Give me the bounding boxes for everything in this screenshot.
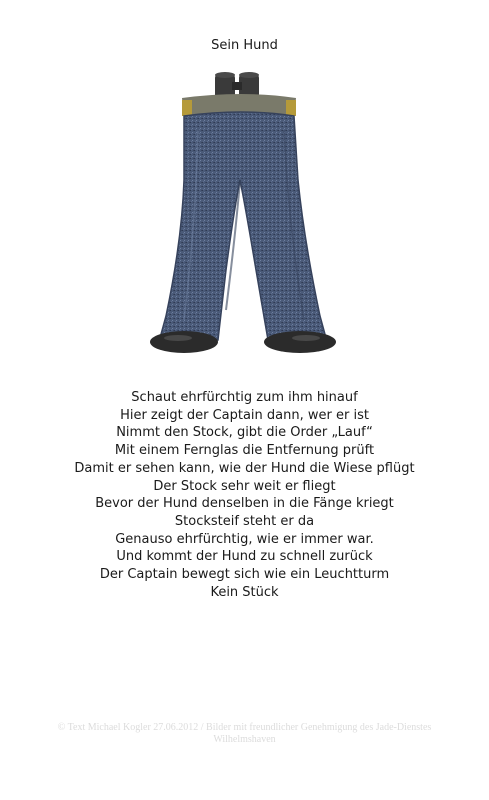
poem-title: Sein Hund bbox=[211, 38, 278, 53]
copyright-credit bbox=[0, 722, 489, 746]
poem-line: Der Captain bewegt sich wie ein Leuchtturm bbox=[99, 567, 390, 583]
poem-line: Hier zeigt der Captain dann, wer er ist bbox=[120, 407, 369, 423]
poem-line: Und kommt der Hund zu schnell zurück bbox=[116, 549, 373, 565]
poem-line: Mit einem Fernglas die Entfernung prüft bbox=[114, 443, 375, 459]
captain-trousers-binoculars-icon bbox=[118, 70, 368, 360]
poem-line: Stocksteif steht er da bbox=[174, 513, 315, 529]
poem-line: Kein Stück bbox=[210, 584, 279, 600]
poem-line: Damit er sehen kann, wie der Hund die Wiese pflügt bbox=[74, 460, 415, 476]
poem-line: Bevor der Hund denselben in die Fänge kriegt bbox=[95, 496, 394, 512]
poem-line: Der Stock sehr weit er fliegt bbox=[153, 478, 336, 494]
credit-line-2: Wilhelmshaven bbox=[213, 734, 276, 745]
poem-body bbox=[0, 389, 489, 601]
poem-line: Nimmt den Stock, gibt die Order „Lauf“ bbox=[116, 425, 373, 441]
poem-line: Genauso ehrfürchtig, wie er immer war. bbox=[115, 531, 374, 547]
poem-line: Schaut ehrfürchtig zum ihm hinauf bbox=[131, 390, 358, 405]
credit-line-1: © Text Michael Kogler 27.06.2012 / Bilder mit freundlicher Genehmigung des Jade-Dienstes bbox=[57, 722, 432, 733]
